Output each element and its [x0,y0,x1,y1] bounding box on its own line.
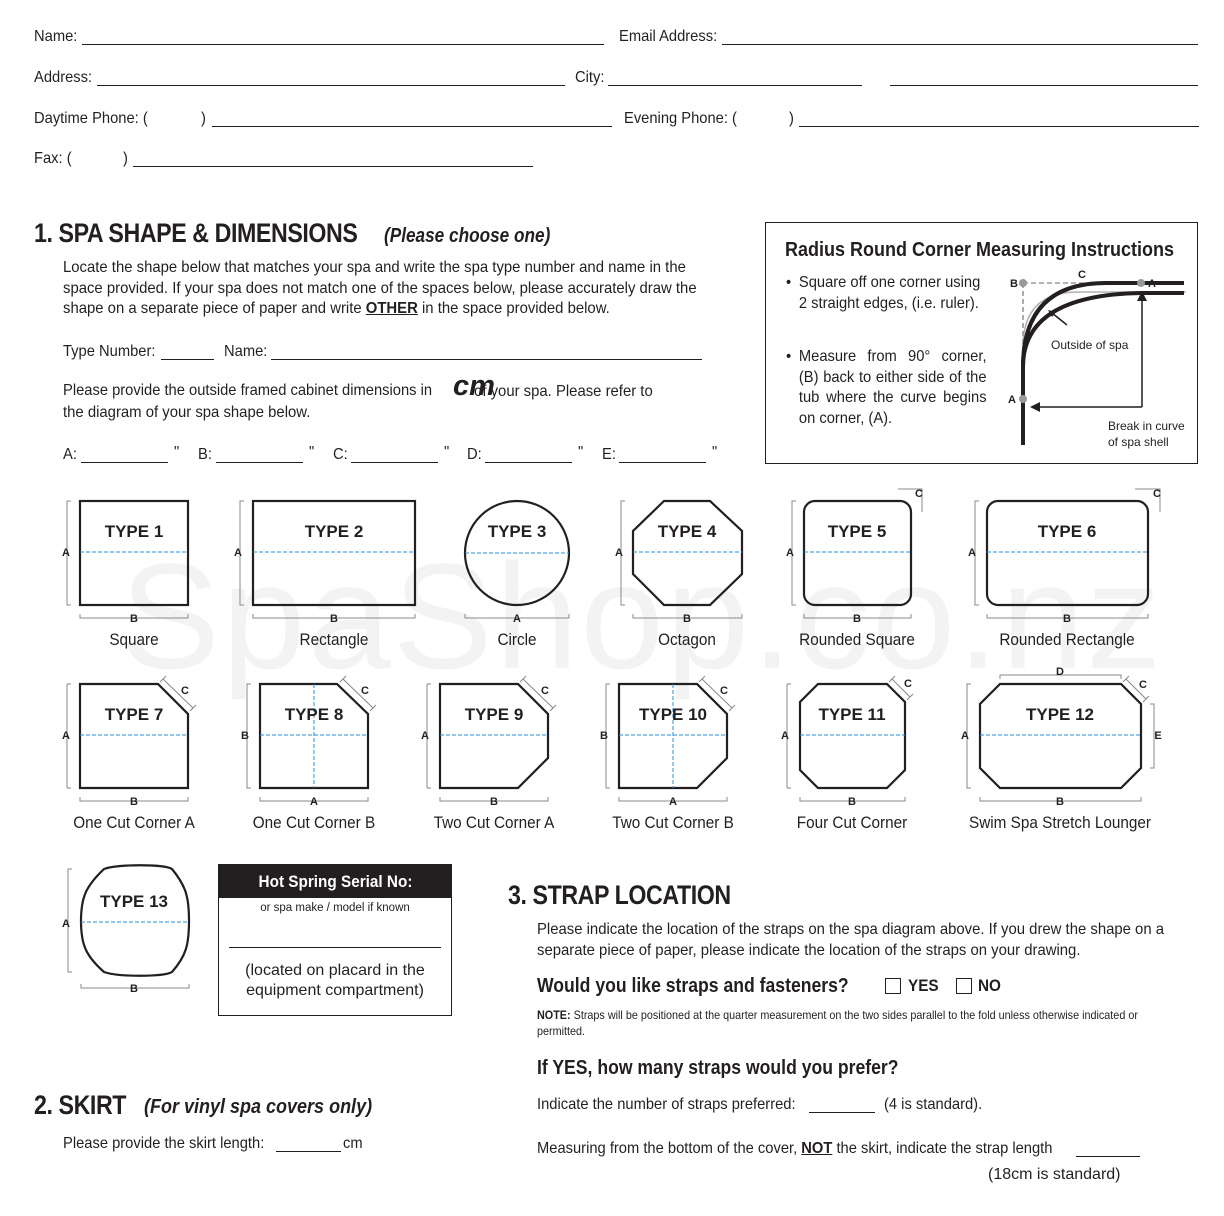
dims-text-b: of your spa. Please refer to the diagram of your spa shape below. [63,383,653,421]
evening-phone-label: Evening Phone: ( [624,110,737,127]
dim-a-mark: " [174,444,180,461]
yes-checkbox[interactable] [885,978,901,994]
serial-number-field[interactable] [229,947,441,948]
dim-e-mark: " [712,444,718,461]
type-7-outline [80,684,188,788]
radius-bullet-2-text: Measure from 90° corner, (B) back to either side of the tub where the curve begins on corner, (A). [798,348,987,427]
shape-name-1: Square [109,630,159,649]
radius-bullet-2: • Measure from 90° corner, (B) back to either side of the tub where the curve begins on corner, (A). [786,347,986,429]
shape-name-9: Two Cut Corner A [433,813,555,832]
shape-type-13[interactable] [62,865,189,995]
dim-c-field[interactable] [351,462,438,463]
radius-title: Radius Round Corner Measuring Instructions [785,239,1175,261]
type-7-letter-b: B [130,796,138,808]
radius-label-c: C [1078,269,1086,281]
type-9-letter-c: C [541,685,549,697]
radius-outside-label: Outside of spa [1051,338,1129,352]
skirt-label: Please provide the skirt length: [63,1135,265,1152]
radius-bullet-1: • Square off one corner using 2 straight edges, (i.e. ruler). [786,273,986,314]
type-1-letter-b: B [130,613,138,625]
shape-name-6: Rounded Rectangle [999,630,1135,649]
type-4-outline [633,501,742,605]
shape-type-1[interactable] [62,501,188,625]
type-6-label: TYPE 6 [1037,522,1097,541]
shape-type-2[interactable] [234,501,415,625]
no-checkbox[interactable] [956,978,972,994]
name-field[interactable] [82,44,604,45]
shape-name-12: Swim Spa Stretch Lounger [969,813,1151,832]
section1-title: 1. SPA SHAPE & DIMENSIONS [34,218,358,248]
dim-a-label: A: [63,446,77,463]
intro-text-b: in the space provided below. [417,300,610,317]
email-label: Email Address: [619,28,718,45]
radius-instructions-box [765,222,1198,464]
address-label: Address: [34,69,93,86]
type-5-label: TYPE 5 [827,522,887,541]
type-12-letter-b: B [1056,796,1064,808]
type-8-letter-c: C [361,685,369,697]
email-field[interactable] [722,44,1198,45]
radius-break-label-1: Break in curve [1108,419,1185,433]
type-12-letter-c: C [1139,679,1147,691]
skirt-unit: cm [343,1135,363,1152]
strap-length-field[interactable] [1076,1156,1140,1157]
type-4-letter-b: B [683,613,691,625]
shape-type-6[interactable] [968,488,1161,625]
type-2-letter-a: A [234,547,242,559]
serial-title: Hot Spring Serial No: [258,872,412,891]
fax-paren: ) [123,150,128,167]
type-10-label: TYPE 10 [638,705,708,724]
no-label: NO [978,976,1001,995]
evening-paren: ) [789,110,794,127]
type-11-letter-c: C [904,678,912,690]
strap-number-label: Indicate the number of straps preferred: [537,1096,796,1113]
section1-subtitle: (Please choose one) [384,225,551,247]
type-12-letter-d: D [1056,666,1064,678]
type-10-letter-a: A [669,796,677,808]
dim-c-label: C: [333,446,348,463]
section3-intro: Please indicate the location of the straps on the spa diagram above. If you drew the shape on a separate piece of paper, please indicate the location of the straps on your drawing. [537,921,1165,959]
type-5-letter-c: C [915,488,923,500]
section3-title: 3. STRAP LOCATION [508,880,731,910]
shape-name-2: Rectangle [299,630,369,649]
dim-c-mark: " [444,444,450,461]
address-extra-field[interactable] [890,85,1198,86]
yes-label: YES [908,976,939,995]
daytime-paren: ) [201,110,206,127]
dim-b-field[interactable] [216,462,303,463]
outside-arrow [1052,313,1067,325]
shape-name-3: Circle [497,630,537,649]
dims-unit: cm [453,370,495,402]
shape-type-10[interactable] [600,676,735,808]
dim-d-field[interactable] [485,462,572,463]
shape-type-5[interactable] [786,488,923,625]
daytime-phone-label: Daytime Phone: ( [34,110,148,127]
strap-length-standard: (18cm is standard) [988,1166,1121,1183]
type-12-letter-e: E [1154,730,1162,742]
type-4-label: TYPE 4 [657,522,717,541]
corner-point-b [1019,279,1027,287]
type-11-letter-b: B [848,796,856,808]
dim-d-label: D: [467,446,482,463]
strap-note [537,1007,1185,1039]
strap-length-text-b: the skirt, indicate the strap length [832,1140,1053,1157]
type-5-outline [804,501,911,605]
type-13-outline [81,865,189,976]
type-number-field[interactable] [161,359,214,360]
strap-note-text: Straps will be positioned at the quarter measurement on the two sides parallel to the fold unless otherwise indicated or permitted. [537,1008,1138,1038]
radius-label-a-left: A [1008,394,1016,406]
type-5-letter-b: B [853,613,861,625]
type-7-letter-a: A [62,730,70,742]
type-1-letter-a: A [62,547,70,559]
intro-text-a: Locate the shape below that matches your spa and write the spa type number and name in the space provided. If your spa does not match one of the spaces below, please accurately draw the shape on a separate piece of paper and write [63,259,697,317]
radius-label-b: B [1010,278,1018,290]
address-field[interactable] [97,85,565,86]
serial-note: (located on placard in the equipment compartment) [245,962,425,999]
radius-label-a-top: A [1148,278,1156,290]
dim-e-label: E: [602,446,616,463]
skirt-length-field[interactable] [276,1151,341,1152]
evening-phone-field[interactable] [799,126,1199,127]
daytime-phone-field[interactable] [212,126,612,127]
fax-field[interactable] [133,166,533,167]
radius-diagram [996,267,1196,457]
strap-length-not: NOT [801,1140,833,1157]
type-11-outline [800,684,905,788]
type-7-label: TYPE 7 [104,705,164,724]
type-8-label: TYPE 8 [284,705,344,724]
strap-length-text-a: Measuring from the bottom of the cover, [537,1140,802,1157]
type-1-outline [80,501,188,605]
shape-type-7[interactable] [62,676,196,808]
shape-type-11[interactable] [781,676,913,808]
type-12-letter-a: A [961,730,969,742]
fax-label: Fax: ( [34,150,72,167]
type-4-letter-a: A [615,547,623,559]
strap-length-label [537,1140,1052,1158]
type-11-label: TYPE 11 [818,705,886,724]
type-10-letter-c: C [720,685,728,697]
type-9-label: TYPE 9 [464,705,524,724]
type-3-letter-a: A [513,613,521,625]
dim-a-field[interactable] [81,462,168,463]
curve-point-a-top [1137,279,1145,287]
dim-e-field[interactable] [619,462,706,463]
type-2-label: TYPE 2 [304,522,364,541]
type-name-field[interactable] [271,359,702,360]
type-8-letter-a: A [310,796,318,808]
curve-point-a-left [1019,395,1027,403]
city-field[interactable] [608,85,862,86]
type-13-letter-b: B [130,983,138,995]
shape-name-5: Rounded Square [799,630,915,649]
type-10-letter-b: B [600,730,608,742]
shape-name-11: Four Cut Corner [796,813,908,832]
how-many-question: If YES, how many straps would you prefer? [537,1057,899,1079]
type-6-letter-b: B [1063,613,1071,625]
dim-b-label: B: [198,446,212,463]
strap-number-standard: (4 is standard). [884,1096,983,1113]
break-arrowhead-h [1030,402,1040,412]
type-13-letter-a: A [62,918,70,930]
shape-type-9[interactable] [421,676,556,808]
section2-title: 2. SKIRT [34,1090,127,1120]
dim-d-mark: " [578,444,584,461]
city-label: City: [575,69,605,86]
intro-other: OTHER [365,300,418,317]
type-5-letter-a: A [786,547,794,559]
shape-type-12[interactable] [961,666,1162,808]
type-number-label: Type Number: [63,343,156,360]
type-8-letter-b: B [241,730,249,742]
shape-name-10: Two Cut Corner B [612,813,734,832]
type-9-letter-a: A [421,730,429,742]
type-7-letter-c: C [181,685,189,697]
serial-subtitle: or spa make / model if known [260,902,410,914]
shape-type-4[interactable] [615,501,742,625]
section2-subtitle: (For vinyl spa covers only) [144,1096,373,1118]
type-2-letter-b: B [330,613,338,625]
type-12-outline [980,684,1141,788]
strap-note-label: NOTE: [537,1008,571,1022]
radius-bullet-1-text: Square off one corner using 2 straight edges, (i.e. ruler). [798,274,981,312]
shape-name-4: Octagon [658,630,716,649]
strap-number-field[interactable] [809,1112,875,1113]
shape-name-7: One Cut Corner A [73,813,195,832]
type-2-outline [253,501,415,605]
type-6-outline [987,501,1148,605]
type-6-letter-c: C [1153,488,1161,500]
type-9-letter-b: B [490,796,498,808]
type-6-letter-a: A [968,547,976,559]
straps-question: Would you like straps and fasteners? [537,975,849,997]
type-9-outline [440,684,548,788]
dims-text-a: Please provide the outside framed cabinet dimensions in [63,382,433,399]
type-11-letter-a: A [781,730,789,742]
shape-type-3[interactable] [465,501,569,625]
serial-title-bar [219,865,451,898]
serial-number-box [218,864,452,1016]
radius-break-label-2: of spa shell [1108,435,1169,449]
shape-type-8[interactable] [241,676,376,808]
shape-name-8: One Cut Corner B [252,813,376,832]
dim-b-mark: " [309,444,315,461]
section1-intro [63,258,705,320]
type-name-label: Name: [224,343,268,360]
type-12-label: TYPE 12 [1025,705,1095,724]
name-label: Name: [34,28,78,45]
type-13-label: TYPE 13 [99,892,169,911]
type-3-label: TYPE 3 [487,522,547,541]
type-1-label: TYPE 1 [104,522,164,541]
